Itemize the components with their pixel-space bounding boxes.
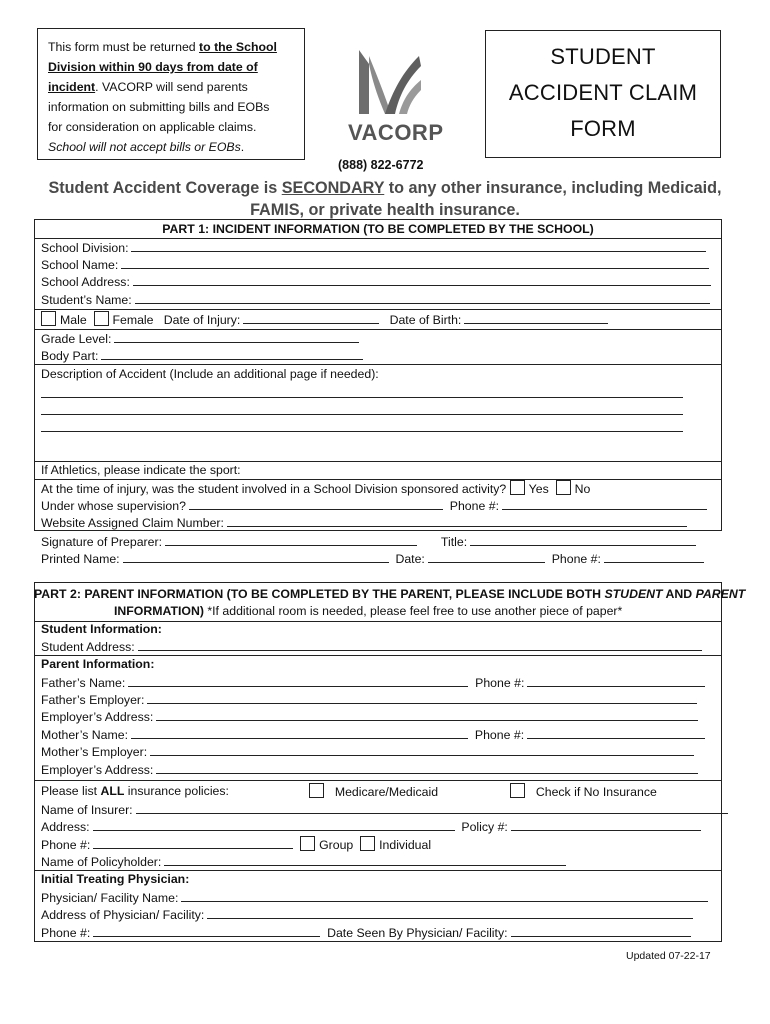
return-notice-box — [37, 28, 305, 160]
divider — [34, 780, 722, 781]
preparer-phone-field[interactable] — [604, 550, 704, 563]
notice-emphasis: incident — [48, 80, 96, 94]
supervision-field[interactable] — [189, 497, 443, 510]
fathers-phone-field[interactable] — [527, 674, 705, 687]
printed-name-field[interactable] — [123, 550, 389, 563]
fathers-employer-field[interactable] — [147, 691, 697, 704]
form-title-line: STUDENT — [550, 44, 656, 69]
student-name-field[interactable] — [135, 291, 710, 304]
student-name-label: Student’s Name: — [41, 293, 132, 307]
part2-header-student: STUDENT — [604, 587, 663, 601]
fathers-employer-label: Father’s Employer: — [41, 693, 145, 707]
description-line[interactable] — [41, 414, 683, 415]
policyholder-field[interactable] — [164, 853, 566, 866]
father-employer-address-field[interactable] — [156, 708, 698, 721]
no-insurance-checkbox[interactable] — [510, 783, 525, 798]
notice-text: for consideration on applicable claims. — [48, 120, 257, 134]
female-checkbox[interactable] — [94, 311, 109, 326]
no-insurance-label: Check if No Insurance — [535, 785, 657, 799]
physician-heading: Initial Treating Physician: — [41, 872, 190, 886]
physician-phone-field[interactable] — [93, 924, 320, 937]
school-division-label: School Division: — [41, 241, 129, 255]
fathers-name-label: Father’s Name: — [41, 676, 126, 690]
vacorp-logo-text: VACORP — [348, 120, 444, 145]
part2-header-text: INFORMATION) — [114, 604, 204, 618]
group-label: Group — [319, 838, 354, 852]
grade-level-label: Grade Level: — [41, 332, 112, 346]
form-title-box — [485, 30, 721, 158]
part2-header-text: AND — [662, 587, 696, 601]
part2-header-line2 — [114, 603, 622, 620]
divider — [34, 309, 722, 310]
no-label: No — [574, 482, 591, 496]
school-name-label: School Name: — [41, 258, 119, 272]
divider — [34, 364, 722, 365]
notice-text: . — [240, 140, 245, 154]
policies-label: insurance policies: — [124, 784, 229, 798]
date-seen-label: Date Seen By Physician/ Facility: — [327, 926, 508, 940]
school-address-field[interactable] — [133, 273, 711, 286]
part2-header — [34, 586, 746, 603]
physician-address-field[interactable] — [207, 906, 693, 919]
form-title-line: ACCIDENT CLAIM — [508, 80, 698, 105]
notice-emphasis: Division within 90 days from date of — [48, 60, 258, 74]
part2-header-parent: PARENT — [695, 587, 746, 601]
mothers-phone-field[interactable] — [527, 726, 705, 739]
activity-yes-checkbox[interactable] — [510, 480, 525, 495]
individual-checkbox[interactable] — [360, 836, 375, 851]
mother-employer-address-label: Employer’s Address: — [41, 763, 154, 777]
notice-text: . VACORP will send parents — [95, 80, 248, 94]
fathers-phone-label: Phone #: — [475, 676, 525, 690]
mother-employer-address-field[interactable] — [156, 761, 698, 774]
part2-header-note: *If additional room is needed, please feel free to use another piece of paper* — [203, 604, 623, 618]
policies-label: Please list — [41, 784, 101, 798]
student-address-field[interactable] — [138, 638, 702, 651]
mothers-name-label: Mother’s Name: — [41, 728, 129, 742]
website-claim-field[interactable] — [227, 514, 687, 527]
male-checkbox[interactable] — [41, 311, 56, 326]
medicare-checkbox[interactable] — [309, 783, 324, 798]
preparer-date-label: Date: — [395, 552, 425, 566]
contact-phone: (888) 822-6772 — [338, 158, 424, 172]
athletics-label: If Athletics, please indicate the sport: — [41, 463, 241, 477]
supervision-label: Under whose supervision? — [41, 499, 186, 513]
physician-facility-label: Physician/ Facility Name: — [41, 891, 179, 905]
preparer-title-field[interactable] — [470, 533, 696, 546]
physician-phone-label: Phone #: — [41, 926, 91, 940]
date-seen-field[interactable] — [511, 924, 691, 937]
body-part-label: Body Part: — [41, 349, 99, 363]
body-part-field[interactable] — [101, 347, 363, 360]
insurer-address-field[interactable] — [93, 818, 455, 831]
preparer-title-label: Title: — [440, 535, 468, 549]
physician-facility-field[interactable] — [181, 889, 708, 902]
notice-text: information on submitting bills and EOBs — [48, 100, 270, 114]
school-division-field[interactable] — [131, 239, 706, 252]
preparer-phone-label: Phone #: — [551, 552, 601, 566]
yes-label: Yes — [528, 482, 549, 496]
signature-label: Signature of Preparer: — [41, 535, 162, 549]
description-line[interactable] — [41, 431, 683, 432]
coverage-headline — [40, 177, 730, 221]
group-checkbox[interactable] — [300, 836, 315, 851]
headline-secondary: SECONDARY — [281, 179, 385, 197]
notice-emphasis: to the School — [199, 40, 277, 54]
individual-label: Individual — [379, 838, 432, 852]
mothers-phone-label: Phone #: — [474, 728, 525, 742]
mothers-name-field[interactable] — [131, 726, 468, 739]
male-label: Male — [60, 313, 87, 327]
date-of-birth-field[interactable] — [464, 311, 608, 324]
headline-text: Student Accident Coverage is — [48, 179, 282, 197]
father-employer-address-label: Employer’s Address: — [41, 710, 154, 724]
policyholder-label: Name of Policyholder: — [41, 855, 162, 869]
policies-all-emphasis: ALL — [100, 784, 125, 798]
fathers-name-field[interactable] — [128, 674, 468, 687]
website-claim-label: Website Assigned Claim Number: — [41, 516, 224, 530]
physician-address-label: Address of Physician/ Facility: — [41, 908, 205, 922]
signature-field[interactable] — [165, 533, 417, 546]
part2-header-text: PART 2: PARENT INFORMATION (TO BE COMPLETED BY THE PARENT, PLEASE INCLUDE BOTH — [34, 587, 605, 601]
student-address-label: Student Address: — [41, 640, 135, 654]
date-of-injury-field[interactable] — [243, 311, 379, 324]
school-address-label: School Address: — [41, 275, 130, 289]
parent-info-heading: Parent Information: — [41, 657, 155, 671]
updated-date: Updated 07-22-17 — [626, 950, 711, 962]
printed-name-label: Printed Name: — [41, 552, 120, 566]
insurer-name-field[interactable] — [136, 801, 728, 814]
policy-number-field[interactable] — [511, 818, 701, 831]
headline-text: FAMIS, or private health insurance. — [250, 201, 520, 219]
headline-text: to any other insurance, including Medicaid, — [384, 179, 722, 197]
insurer-phone-field[interactable] — [93, 836, 293, 849]
part1-header: PART 1: INCIDENT INFORMATION (TO BE COMPLETED BY THE SCHOOL) — [162, 222, 594, 236]
date-of-birth-label: Date of Birth: — [389, 313, 462, 327]
policy-number-label: Policy #: — [461, 820, 508, 834]
mothers-employer-label: Mother’s Employer: — [41, 745, 148, 759]
activity-question: At the time of injury, was the student involved in a School Division sponsored activity? — [41, 482, 507, 496]
description-label: Description of Accident (Include an additional page if needed): — [41, 367, 379, 381]
school-name-field[interactable] — [121, 256, 709, 269]
insurer-name-label: Name of Insurer: — [41, 803, 133, 817]
grade-level-field[interactable] — [114, 330, 359, 343]
notice-text: This form must be returned — [48, 40, 200, 54]
form-title-line: FORM — [570, 116, 636, 141]
insurer-phone-label: Phone #: — [41, 838, 91, 852]
preparer-date-field[interactable] — [428, 550, 545, 563]
supervisor-phone-field[interactable] — [502, 497, 707, 510]
mothers-employer-field[interactable] — [150, 743, 694, 756]
medicare-label: Medicare/Medicaid — [334, 785, 439, 799]
date-of-injury-label: Date of Injury: — [163, 313, 241, 327]
notice-italic-text: School will not accept bills or EOBs — [48, 140, 241, 154]
activity-no-checkbox[interactable] — [556, 480, 571, 495]
supervisor-phone-label: Phone #: — [449, 499, 499, 513]
female-label: Female — [112, 313, 154, 327]
insurer-address-label: Address: — [41, 820, 90, 834]
student-info-heading: Student Information: — [41, 622, 162, 636]
description-line[interactable] — [41, 397, 683, 398]
